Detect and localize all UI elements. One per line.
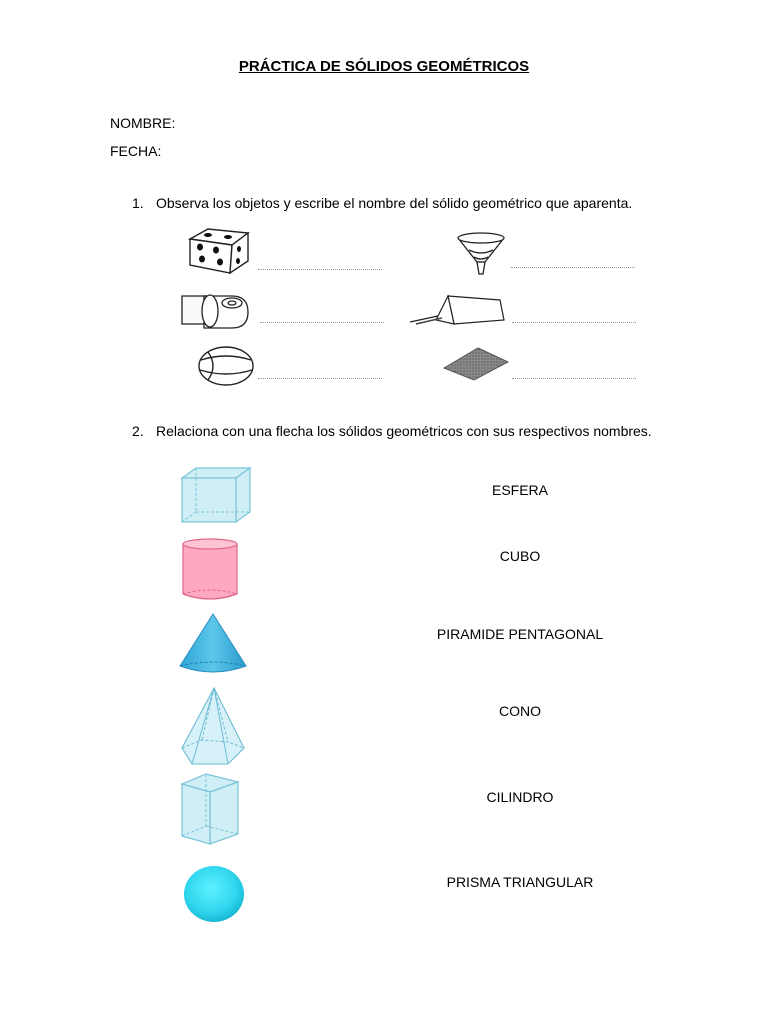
tent-icon <box>408 292 508 330</box>
answer-line[interactable] <box>512 322 636 323</box>
sphere-icon <box>182 864 246 924</box>
pentagonal-pyramid-icon <box>178 686 248 768</box>
pyramid-pile-icon <box>442 346 510 382</box>
question-2 <box>132 423 732 441</box>
answer-line[interactable] <box>511 267 635 268</box>
funnel-icon <box>455 230 507 278</box>
triangular-prism-icon <box>180 772 242 848</box>
name-esfera[interactable]: ESFERA <box>491 482 548 498</box>
question-1-number: 1. <box>132 195 144 211</box>
fecha-label: FECHA: <box>110 143 162 159</box>
ball-icon <box>196 344 258 388</box>
name-prisma-triangular[interactable]: PRISMA TRIANGULAR <box>446 874 594 890</box>
cube-icon <box>178 466 254 526</box>
answer-line[interactable] <box>258 378 382 379</box>
name-cubo[interactable]: CUBO <box>499 548 541 564</box>
question-1-text: Observa los objetos y escribe el nombre del sólido geométrico que aparenta. <box>156 195 633 211</box>
cone-icon <box>178 612 248 676</box>
dice-icon <box>186 225 254 277</box>
nombre-label: NOMBRE: <box>110 115 176 131</box>
tape-roll-icon <box>180 290 256 332</box>
question-2-number: 2. <box>132 423 144 439</box>
answer-line[interactable] <box>512 378 636 379</box>
question-1 <box>132 195 732 213</box>
name-cilindro[interactable]: CILINDRO <box>486 789 554 805</box>
cylinder-icon <box>180 536 240 604</box>
answer-line[interactable] <box>258 269 382 270</box>
name-piramide-pentagonal[interactable]: PIRAMIDE PENTAGONAL <box>436 626 604 642</box>
page-title: PRÁCTICA DE SÓLIDOS GEOMÉTRICOS <box>238 58 530 75</box>
question-2-text: Relaciona con una flecha los sólidos geométricos con sus respectivos nombres. <box>156 423 652 439</box>
name-cono[interactable]: CONO <box>499 703 541 719</box>
answer-line[interactable] <box>260 322 384 323</box>
